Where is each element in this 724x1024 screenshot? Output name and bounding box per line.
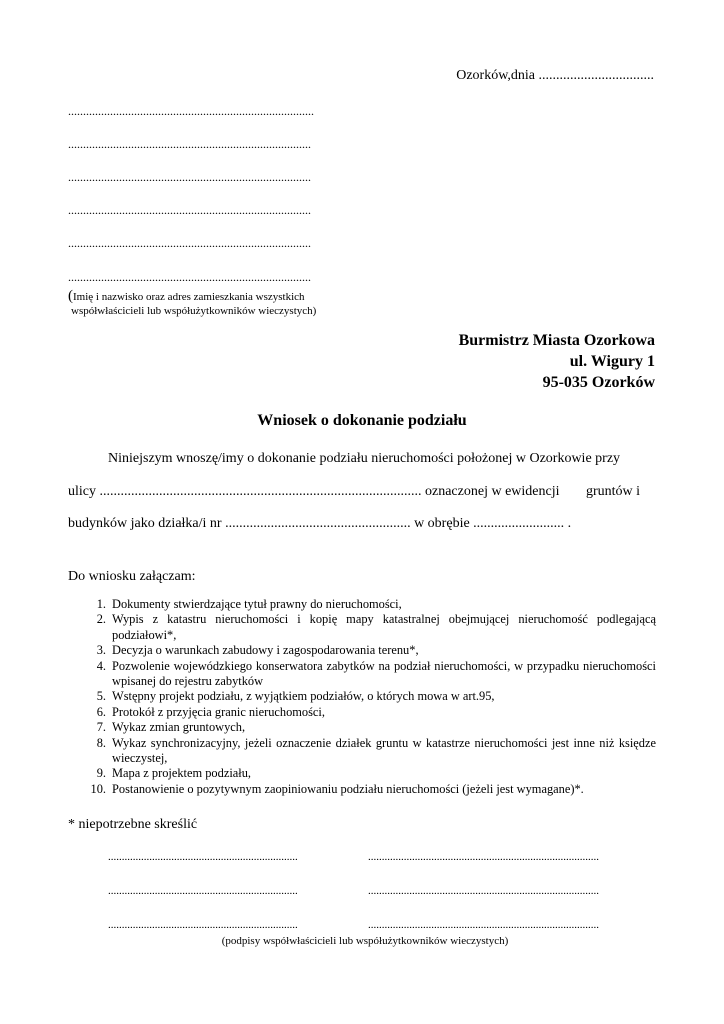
signature-line-right-3[interactable]: ....................................................................................: [368, 919, 599, 931]
list-item-number: 3.: [96, 643, 106, 658]
applicant-line-6[interactable]: .................................................................................: [68, 270, 311, 284]
signature-line-left-2[interactable]: .....................................................................: [108, 885, 298, 897]
signature-line-left-3[interactable]: .....................................................................: [108, 919, 298, 931]
applicant-line-1[interactable]: ..................................................................................: [68, 104, 314, 118]
list-item-text: Dokumenty stwierdzające tytuł prawny do nieruchomości,: [112, 597, 402, 611]
recipient-name: Burmistrz Miasta Ozorkowa: [458, 332, 655, 349]
list-item-text: Wstępny projekt podziału, z wyjątkiem podziałów, o których mowa w art.95,: [112, 689, 495, 704]
list-item-text: Decyzja o warunkach zabudowy i zagospodarowania terenu*,: [112, 643, 419, 658]
recipient-street: ul. Wigury 1: [569, 353, 655, 370]
signature-line-right-2[interactable]: ....................................................................................: [368, 885, 599, 897]
list-item-number: 5.: [96, 689, 106, 704]
signature-line-right-1[interactable]: ....................................................................................: [368, 851, 599, 863]
attachments-list: [68, 597, 656, 797]
list-item: [68, 720, 656, 735]
recipient-city: 95-035 Ozorków: [542, 374, 655, 391]
document-title: Wniosek o dokonanie podziału: [257, 412, 467, 429]
list-item-number: 1.: [96, 597, 106, 611]
list-item-number: 4.: [96, 658, 106, 673]
list-item-text: Mapa z projektem podziału,: [112, 766, 252, 781]
list-item-text: Pozwolenie wojewódzkiego konserwatora zabytków na podział nieruchomości, w przypadku nieruchomości wpisanej do rejestru zabytków: [112, 658, 656, 689]
body-line-2-start: ulicy ............................................................................................ oznaczonej w ewidencji: [68, 484, 560, 499]
list-item-text: Protokół z przyjęcia granic nieruchomości,: [112, 704, 325, 719]
attachments-heading: Do wniosku załączam:: [68, 569, 196, 584]
applicant-line-5[interactable]: .................................................................................: [68, 236, 311, 250]
list-item-text: Wypis z katastru nieruchomości i kopię mapy katastralnej obejmującej nieruchomość podlegającą podziałowi*,: [112, 612, 656, 642]
list-item: [68, 643, 656, 658]
list-item-number: 9.: [96, 766, 106, 781]
applicant-caption: [68, 289, 316, 318]
list-item-number: 7.: [96, 720, 106, 735]
applicant-line-4[interactable]: .................................................................................: [68, 203, 311, 217]
signatures-caption: (podpisy współwłaścicieli lub współużytkowników wieczystych): [221, 935, 509, 947]
caption-paren: (: [68, 288, 73, 304]
applicant-line-3[interactable]: .................................................................................: [68, 170, 311, 184]
list-item: [68, 597, 656, 612]
footnote: * niepotrzebne skreślić: [68, 817, 198, 832]
signature-line-left-1[interactable]: .....................................................................: [108, 851, 298, 863]
applicant-line-2[interactable]: .................................................................................: [68, 137, 311, 151]
body-line-3: budynków jako działka/i nr ..................................................... w obrębie .......................... .: [68, 516, 572, 531]
list-item-number: 8.: [96, 735, 106, 750]
list-item-number: 6.: [96, 704, 106, 719]
list-item: [68, 766, 656, 781]
list-item-text: Wykaz synchronizacyjny, jeżeli oznaczenie działek gruntu w katastrze nieruchomości jest inne niż księdze wieczystej,: [112, 735, 656, 766]
list-item: [68, 612, 656, 643]
list-item: [68, 736, 656, 767]
list-item: [68, 782, 656, 797]
caption-line-2: współwłaścicieli lub współużytkowników wieczystych): [71, 305, 317, 317]
place-date-field[interactable]: Ozorków,dnia .................................: [456, 68, 654, 83]
body-line-1: Niniejszym wnoszę/imy o dokonanie podziału nieruchomości położonej w Ozorkowie przy: [108, 451, 621, 466]
list-item-text: Postanowienie o pozytywnym zaopiniowaniu podziału nieruchomości (jeżeli jest wymagane)*.: [112, 781, 584, 796]
list-item: [68, 659, 656, 690]
list-item-text: Wykaz zmian gruntowych,: [112, 720, 246, 735]
list-item-number: 2.: [96, 612, 106, 627]
caption-line-1: Imię i nazwisko oraz adres zamieszkania wszystkich: [73, 291, 305, 303]
list-item: [68, 689, 656, 704]
list-item: [68, 705, 656, 720]
body-line-2-end: gruntów i: [585, 484, 640, 499]
list-item-number: 10.: [90, 781, 106, 796]
